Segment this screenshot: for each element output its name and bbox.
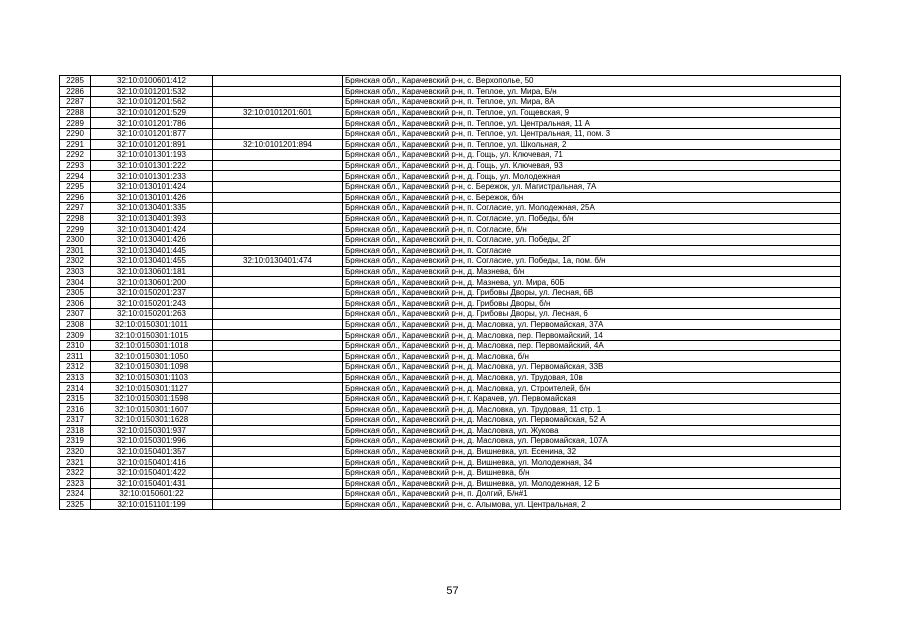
row-number-cell: 2308 (60, 319, 91, 330)
cadastral-number-cell: 32:10:0150301:1628 (91, 415, 213, 426)
cadastral-number-cell: 32:10:0101201:562 (91, 97, 213, 108)
table-row (60, 298, 841, 309)
address-cell: Брянская обл., Карачевский р-н, д. Масловка, ул. Строителей, б/н (343, 383, 841, 394)
cadastral-number-cell: 32:10:0150201:263 (91, 309, 213, 320)
row-number-cell: 2313 (60, 372, 91, 383)
previous-number-cell (213, 86, 343, 97)
previous-number-cell (213, 97, 343, 108)
table-row (60, 139, 841, 150)
address-cell: Брянская обл., Карачевский р-н, п. Теплое, ул. Гощевская, 9 (343, 107, 841, 118)
row-number-cell: 2323 (60, 478, 91, 489)
table-row (60, 457, 841, 468)
table-row (60, 340, 841, 351)
table-row (60, 76, 841, 87)
previous-number-cell (213, 171, 343, 182)
row-number-cell: 2290 (60, 128, 91, 139)
previous-number-cell (213, 213, 343, 224)
cadastral-number-cell: 32:10:0150301:1598 (91, 393, 213, 404)
table-row (60, 160, 841, 171)
cadastral-number-cell: 32:10:0150201:237 (91, 287, 213, 298)
table-row (60, 150, 841, 161)
previous-number-cell: 32:10:0130401:474 (213, 256, 343, 267)
table-row (60, 266, 841, 277)
cadastral-number-cell: 32:10:0150301:1015 (91, 330, 213, 341)
table-row (60, 415, 841, 426)
previous-number-cell (213, 446, 343, 457)
address-cell: Брянская обл., Карачевский р-н, г. Карачев, ул. Первомайская (343, 393, 841, 404)
row-number-cell: 2317 (60, 415, 91, 426)
cadastral-number-cell: 32:10:0130401:335 (91, 203, 213, 214)
address-cell: Брянская обл., Карачевский р-н, д. Вишневка, б/н (343, 467, 841, 478)
cadastral-number-cell: 32:10:0101201:532 (91, 86, 213, 97)
row-number-cell: 2287 (60, 97, 91, 108)
table-row (60, 446, 841, 457)
cadastral-table (59, 75, 841, 510)
address-cell: Брянская обл., Карачевский р-н, п. Теплое, ул. Центральная, 11 А (343, 118, 841, 129)
row-number-cell: 2300 (60, 234, 91, 245)
cadastral-number-cell: 32:10:0130401:393 (91, 213, 213, 224)
address-cell: Брянская обл., Карачевский р-н, с. Бережок, б/н (343, 192, 841, 203)
previous-number-cell (213, 340, 343, 351)
address-cell: Брянская обл., Карачевский р-н, д. Масловка, ул. Первомайская, 52 А (343, 415, 841, 426)
cadastral-number-cell: 32:10:0101301:233 (91, 171, 213, 182)
row-number-cell: 2286 (60, 86, 91, 97)
table-row (60, 393, 841, 404)
table-row (60, 499, 841, 510)
table-row (60, 287, 841, 298)
table-row (60, 404, 841, 415)
row-number-cell: 2303 (60, 266, 91, 277)
cadastral-number-cell: 32:10:0150301:1098 (91, 362, 213, 373)
previous-number-cell (213, 245, 343, 256)
address-cell: Брянская обл., Карачевский р-н, д. Вишневка, ул. Есенина, 32 (343, 446, 841, 457)
row-number-cell: 2289 (60, 118, 91, 129)
row-number-cell: 2306 (60, 298, 91, 309)
cadastral-number-cell: 32:10:0150301:1127 (91, 383, 213, 394)
address-cell: Брянская обл., Карачевский р-н, д. Мазнева, ул. Мира, 60Б (343, 277, 841, 288)
address-cell: Брянская обл., Карачевский р-н, д. Масловка, пер. Первомайский, 4А (343, 340, 841, 351)
address-cell: Брянская обл., Карачевский р-н, д. Масловка, ул. Первомайская, 37А (343, 319, 841, 330)
cadastral-number-cell: 32:10:0130101:426 (91, 192, 213, 203)
row-number-cell: 2292 (60, 150, 91, 161)
previous-number-cell (213, 160, 343, 171)
row-number-cell: 2310 (60, 340, 91, 351)
address-cell: Брянская обл., Карачевский р-н, п. Теплое, ул. Мира, 8А (343, 97, 841, 108)
row-number-cell: 2288 (60, 107, 91, 118)
cadastral-number-cell: 32:10:0101201:891 (91, 139, 213, 150)
table-row (60, 319, 841, 330)
row-number-cell: 2320 (60, 446, 91, 457)
previous-number-cell (213, 234, 343, 245)
previous-number-cell (213, 457, 343, 468)
row-number-cell: 2304 (60, 277, 91, 288)
row-number-cell: 2321 (60, 457, 91, 468)
previous-number-cell (213, 404, 343, 415)
table-row (60, 97, 841, 108)
address-cell: Брянская обл., Карачевский р-н, д. Мазнева, б/н (343, 266, 841, 277)
row-number-cell: 2296 (60, 192, 91, 203)
row-number-cell: 2285 (60, 76, 91, 87)
previous-number-cell: 32:10:0101201:894 (213, 139, 343, 150)
table-row (60, 489, 841, 500)
previous-number-cell (213, 287, 343, 298)
cadastral-number-cell: 32:10:0101201:529 (91, 107, 213, 118)
previous-number-cell (213, 128, 343, 139)
cadastral-number-cell: 32:10:0150301:937 (91, 425, 213, 436)
row-number-cell: 2295 (60, 181, 91, 192)
address-cell: Брянская обл., Карачевский р-н, д. Масловка, ул. Первомайская, 107А (343, 436, 841, 447)
table-row (60, 224, 841, 235)
row-number-cell: 2297 (60, 203, 91, 214)
address-cell: Брянская обл., Карачевский р-н, п. Теплое, ул. Центральная, 11, пом. 3 (343, 128, 841, 139)
table-row (60, 256, 841, 267)
address-cell: Брянская обл., Карачевский р-н, д. Грибовы Дворы, ул. Лесная, 6В (343, 287, 841, 298)
cadastral-number-cell: 32:10:0150301:1103 (91, 372, 213, 383)
table-row (60, 192, 841, 203)
cadastral-number-cell: 32:10:0130401:445 (91, 245, 213, 256)
cadastral-number-cell: 32:10:0150301:1050 (91, 351, 213, 362)
row-number-cell: 2319 (60, 436, 91, 447)
address-cell: Брянская обл., Карачевский р-н, д. Масловка, б/н (343, 351, 841, 362)
row-number-cell: 2301 (60, 245, 91, 256)
page-number: 57 (446, 585, 459, 597)
previous-number-cell (213, 415, 343, 426)
address-cell: Брянская обл., Карачевский р-н, д. Вишневка, ул. Молодежная, 12 Б (343, 478, 841, 489)
address-cell: Брянская обл., Карачевский р-н, д. Гощь, ул. Молодежная (343, 171, 841, 182)
previous-number-cell (213, 266, 343, 277)
cadastral-number-cell: 32:10:0130601:200 (91, 277, 213, 288)
cadastral-number-cell: 32:10:0150401:357 (91, 446, 213, 457)
cadastral-number-cell: 32:10:0130601:181 (91, 266, 213, 277)
previous-number-cell (213, 277, 343, 288)
previous-number-cell (213, 330, 343, 341)
address-cell: Брянская обл., Карачевский р-н, д. Вишневка, ул. Молодежная, 34 (343, 457, 841, 468)
cadastral-number-cell: 32:10:0130401:455 (91, 256, 213, 267)
address-cell: Брянская обл., Карачевский р-н, п. Согласие, ул. Победы, 1а, пом. б/н (343, 256, 841, 267)
address-cell: Брянская обл., Карачевский р-н, с. Алымова, ул. Центральная, 2 (343, 499, 841, 510)
cadastral-number-cell: 32:10:0150301:1011 (91, 319, 213, 330)
cadastral-number-cell: 32:10:0101301:193 (91, 150, 213, 161)
cadastral-number-cell: 32:10:0150301:1018 (91, 340, 213, 351)
previous-number-cell (213, 372, 343, 383)
address-cell: Брянская обл., Карачевский р-н, с. Бережок, ул. Магистральная, 7А (343, 181, 841, 192)
address-cell: Брянская обл., Карачевский р-н, д. Грибовы Дворы, б/н (343, 298, 841, 309)
table-row (60, 436, 841, 447)
address-cell: Брянская обл., Карачевский р-н, п. Согласие, ул. Победы, 2Г (343, 234, 841, 245)
row-number-cell: 2293 (60, 160, 91, 171)
row-number-cell: 2314 (60, 383, 91, 394)
cadastral-number-cell: 32:10:0101201:877 (91, 128, 213, 139)
table-row (60, 478, 841, 489)
table-row (60, 277, 841, 288)
previous-number-cell (213, 76, 343, 87)
row-number-cell: 2294 (60, 171, 91, 182)
cadastral-number-cell: 32:10:0150601:22 (91, 489, 213, 500)
table-row (60, 245, 841, 256)
row-number-cell: 2299 (60, 224, 91, 235)
previous-number-cell (213, 393, 343, 404)
previous-number-cell (213, 150, 343, 161)
cadastral-number-cell: 32:10:0150301:1607 (91, 404, 213, 415)
table-row (60, 181, 841, 192)
previous-number-cell (213, 436, 343, 447)
address-cell: Брянская обл., Карачевский р-н, п. Согласие, ул. Победы, б/н (343, 213, 841, 224)
table-row (60, 330, 841, 341)
previous-number-cell (213, 181, 343, 192)
table-row (60, 372, 841, 383)
previous-number-cell (213, 203, 343, 214)
previous-number-cell (213, 499, 343, 510)
previous-number-cell (213, 192, 343, 203)
address-cell: Брянская обл., Карачевский р-н, д. Грибовы Дворы, ул. Лесная, 6 (343, 309, 841, 320)
cadastral-number-cell: 32:10:0130401:426 (91, 234, 213, 245)
table-row (60, 425, 841, 436)
row-number-cell: 2315 (60, 393, 91, 404)
previous-number-cell (213, 118, 343, 129)
address-cell: Брянская обл., Карачевский р-н, д. Масловка, ул. Трудовая, 10в (343, 372, 841, 383)
cadastral-number-cell: 32:10:0150401:422 (91, 467, 213, 478)
cadastral-number-cell: 32:10:0150301:996 (91, 436, 213, 447)
address-cell: Брянская обл., Карачевский р-н, п. Согласие, б/н (343, 224, 841, 235)
cadastral-number-cell: 32:10:0130401:424 (91, 224, 213, 235)
row-number-cell: 2316 (60, 404, 91, 415)
row-number-cell: 2307 (60, 309, 91, 320)
previous-number-cell (213, 425, 343, 436)
table-row (60, 234, 841, 245)
address-cell: Брянская обл., Карачевский р-н, п. Согласие, ул. Молодежная, 25А (343, 203, 841, 214)
table-row (60, 171, 841, 182)
table-row (60, 203, 841, 214)
previous-number-cell (213, 298, 343, 309)
previous-number-cell (213, 309, 343, 320)
address-cell: Брянская обл., Карачевский р-н, п. Теплое, ул. Школьная, 2 (343, 139, 841, 150)
address-cell: Брянская обл., Карачевский р-н, п. Согласие (343, 245, 841, 256)
previous-number-cell (213, 467, 343, 478)
row-number-cell: 2318 (60, 425, 91, 436)
previous-number-cell: 32:10:0101201:601 (213, 107, 343, 118)
address-cell: Брянская обл., Карачевский р-н, д. Масловка, ул. Первомайская, 33В (343, 362, 841, 373)
row-number-cell: 2298 (60, 213, 91, 224)
table-row (60, 467, 841, 478)
cadastral-table-body (60, 76, 841, 510)
address-cell: Брянская обл., Карачевский р-н, с. Верхополье, 50 (343, 76, 841, 87)
table-row (60, 351, 841, 362)
table-row (60, 118, 841, 129)
table-row (60, 107, 841, 118)
table-row (60, 213, 841, 224)
address-cell: Брянская обл., Карачевский р-н, п. Теплое, ул. Мира, Б/н (343, 86, 841, 97)
cadastral-number-cell: 32:10:0150401:416 (91, 457, 213, 468)
address-cell: Брянская обл., Карачевский р-н, д. Гощь, ул. Ключевая, 71 (343, 150, 841, 161)
previous-number-cell (213, 478, 343, 489)
previous-number-cell (213, 319, 343, 330)
previous-number-cell (213, 362, 343, 373)
cadastral-number-cell: 32:10:0130101:424 (91, 181, 213, 192)
cadastral-number-cell: 32:10:0150201:243 (91, 298, 213, 309)
address-cell: Брянская обл., Карачевский р-н, п. Долгий, Б/н#1 (343, 489, 841, 500)
table-row (60, 362, 841, 373)
previous-number-cell (213, 489, 343, 500)
previous-number-cell (213, 383, 343, 394)
table-row (60, 383, 841, 394)
cadastral-number-cell: 32:10:0151101:199 (91, 499, 213, 510)
previous-number-cell (213, 224, 343, 235)
cadastral-number-cell: 32:10:0150401:431 (91, 478, 213, 489)
row-number-cell: 2291 (60, 139, 91, 150)
row-number-cell: 2309 (60, 330, 91, 341)
address-cell: Брянская обл., Карачевский р-н, д. Масловка, ул. Трудовая, 11 стр. 1 (343, 404, 841, 415)
cadastral-number-cell: 32:10:0100601:412 (91, 76, 213, 87)
row-number-cell: 2312 (60, 362, 91, 373)
row-number-cell: 2302 (60, 256, 91, 267)
row-number-cell: 2325 (60, 499, 91, 510)
table-row (60, 309, 841, 320)
address-cell: Брянская обл., Карачевский р-н, д. Масловка, пер. Первомайский, 14 (343, 330, 841, 341)
address-cell: Брянская обл., Карачевский р-н, д. Гощь, ул. Ключевая, 93 (343, 160, 841, 171)
row-number-cell: 2305 (60, 287, 91, 298)
cadastral-number-cell: 32:10:0101301:222 (91, 160, 213, 171)
cadastral-number-cell: 32:10:0101201:786 (91, 118, 213, 129)
row-number-cell: 2311 (60, 351, 91, 362)
previous-number-cell (213, 351, 343, 362)
table-row (60, 128, 841, 139)
table-row (60, 86, 841, 97)
row-number-cell: 2324 (60, 489, 91, 500)
address-cell: Брянская обл., Карачевский р-н, д. Масловка, ул. Жукова (343, 425, 841, 436)
row-number-cell: 2322 (60, 467, 91, 478)
